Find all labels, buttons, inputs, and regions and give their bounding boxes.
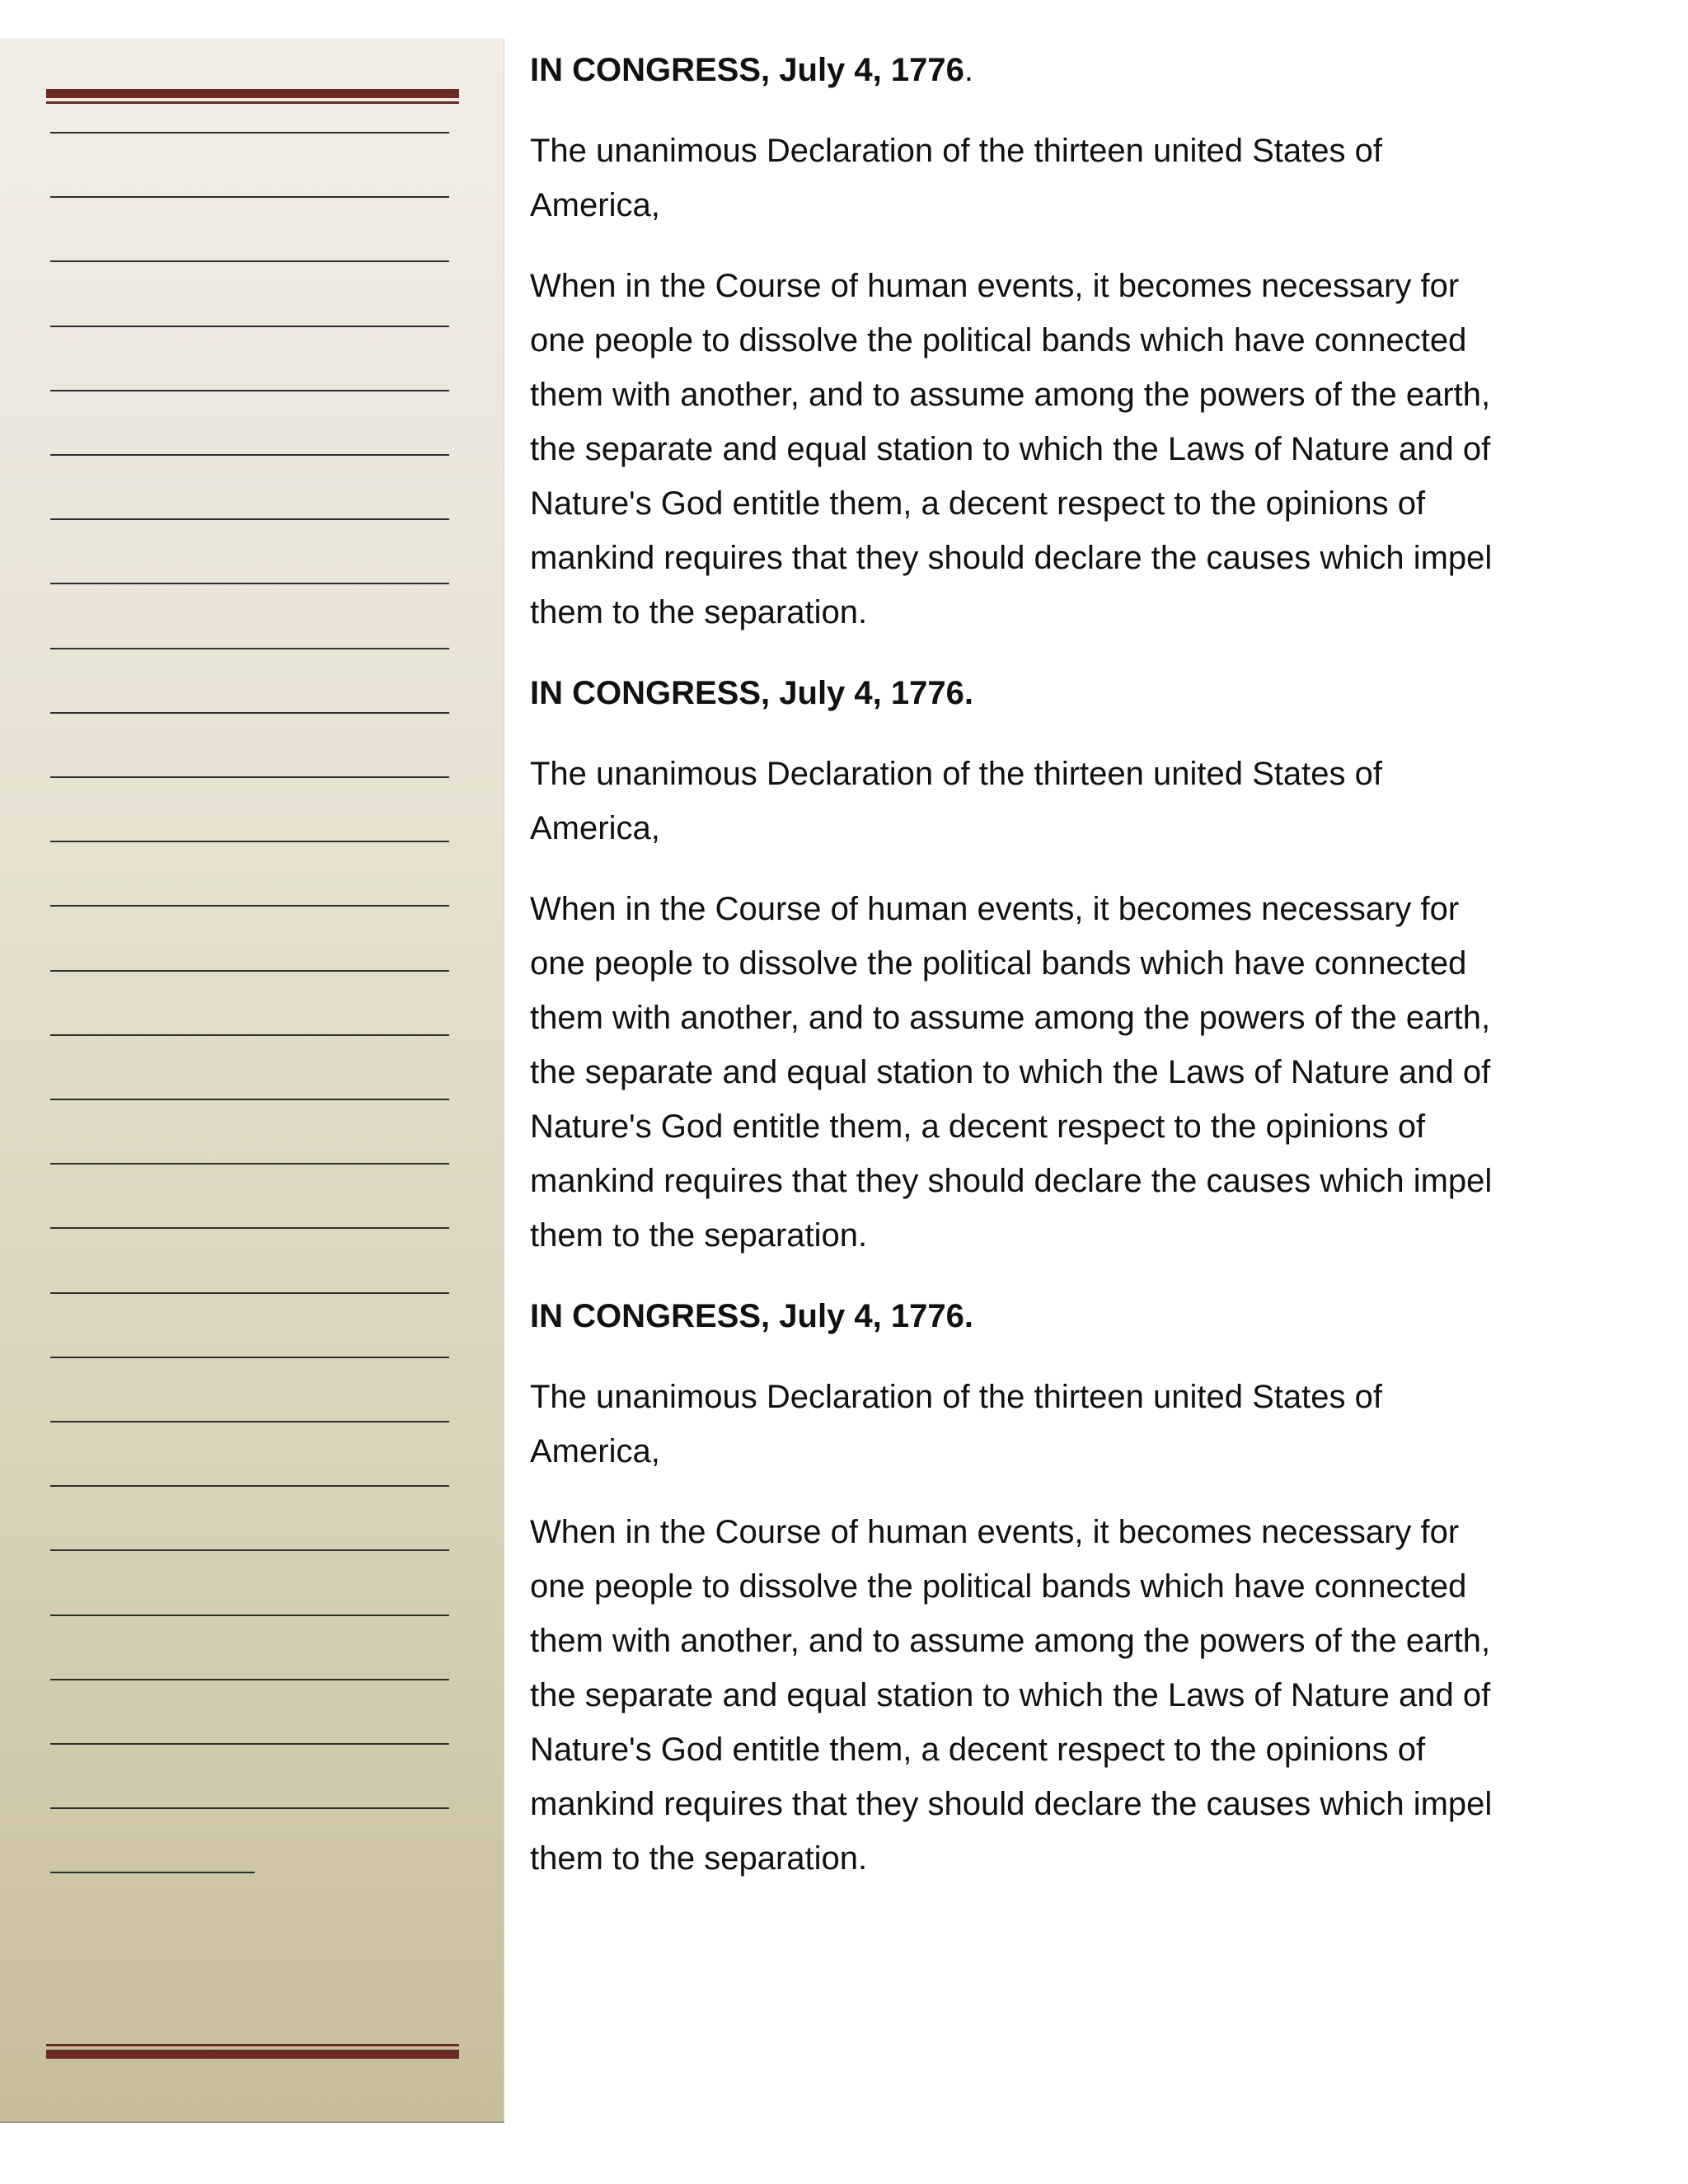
notes-sidebar <box>0 38 504 2123</box>
note-line <box>50 970 449 972</box>
note-line <box>50 905 449 907</box>
note-line <box>50 1807 449 1809</box>
note-line <box>50 1421 449 1422</box>
note-line <box>50 326 449 327</box>
section-subtitle-3: The unanimous Declaration of the thirteen united States of America, <box>530 1379 1382 1469</box>
note-line <box>50 1163 449 1165</box>
note-line <box>50 1034 449 1036</box>
note-line <box>50 583 449 584</box>
note-line <box>50 132 449 134</box>
sidebar-bottom-rule <box>46 2044 459 2059</box>
note-line <box>50 1679 449 1680</box>
note-line <box>50 1743 449 1745</box>
note-line <box>50 390 449 391</box>
note-line <box>50 518 449 520</box>
section-subtitle-2: The unanimous Declaration of the thirteen united States of America, <box>530 756 1382 846</box>
section-heading-1: IN CONGRESS, July 4, 1776. <box>530 52 973 88</box>
note-line <box>50 841 449 842</box>
note-line <box>50 712 449 714</box>
note-line-short <box>50 1872 255 1873</box>
note-line <box>50 1099 449 1100</box>
document-body <box>530 43 1503 1912</box>
section-heading-2: IN CONGRESS, July 4, 1776. <box>530 675 973 711</box>
sidebar-top-rule <box>46 89 459 104</box>
note-line <box>50 1357 449 1358</box>
section-heading-3: IN CONGRESS, July 4, 1776. <box>530 1298 973 1334</box>
note-line <box>50 196 449 198</box>
section-body-2: When in the Course of human events, it becomes necessary for one people to dissolve the political bands which have connected them with another, and to assume among the powers of the earth, the separate and equal station to which the Laws of Nature and of Nature's God entitle them, a decent respect to the opinions of mankind requires that they should declare the causes which impel them to the separation. <box>530 891 1493 1254</box>
note-line <box>50 1549 449 1551</box>
note-line <box>50 1485 449 1487</box>
note-line <box>50 1292 449 1294</box>
section-subtitle-1: The unanimous Declaration of the thirteen united States of America, <box>530 133 1382 223</box>
note-line <box>50 1227 449 1229</box>
note-line <box>50 454 449 456</box>
note-line <box>50 260 449 262</box>
note-line <box>50 1615 449 1616</box>
note-line <box>50 648 449 649</box>
note-line <box>50 776 449 778</box>
section-body-1: When in the Course of human events, it becomes necessary for one people to dissolve the political bands which have connected them with another, and to assume among the powers of the earth, the separate and equal station to which the Laws of Nature and of Nature's God entitle them, a decent respect to the opinions of mankind requires that they should declare the causes which impel them to the separation. <box>530 268 1493 630</box>
section-body-3: When in the Course of human events, it becomes necessary for one people to dissolve the political bands which have connected them with another, and to assume among the powers of the earth, the separate and equal station to which the Laws of Nature and of Nature's God entitle them, a decent respect to the opinions of mankind requires that they should declare the causes which impel them to the separation. <box>530 1514 1493 1877</box>
